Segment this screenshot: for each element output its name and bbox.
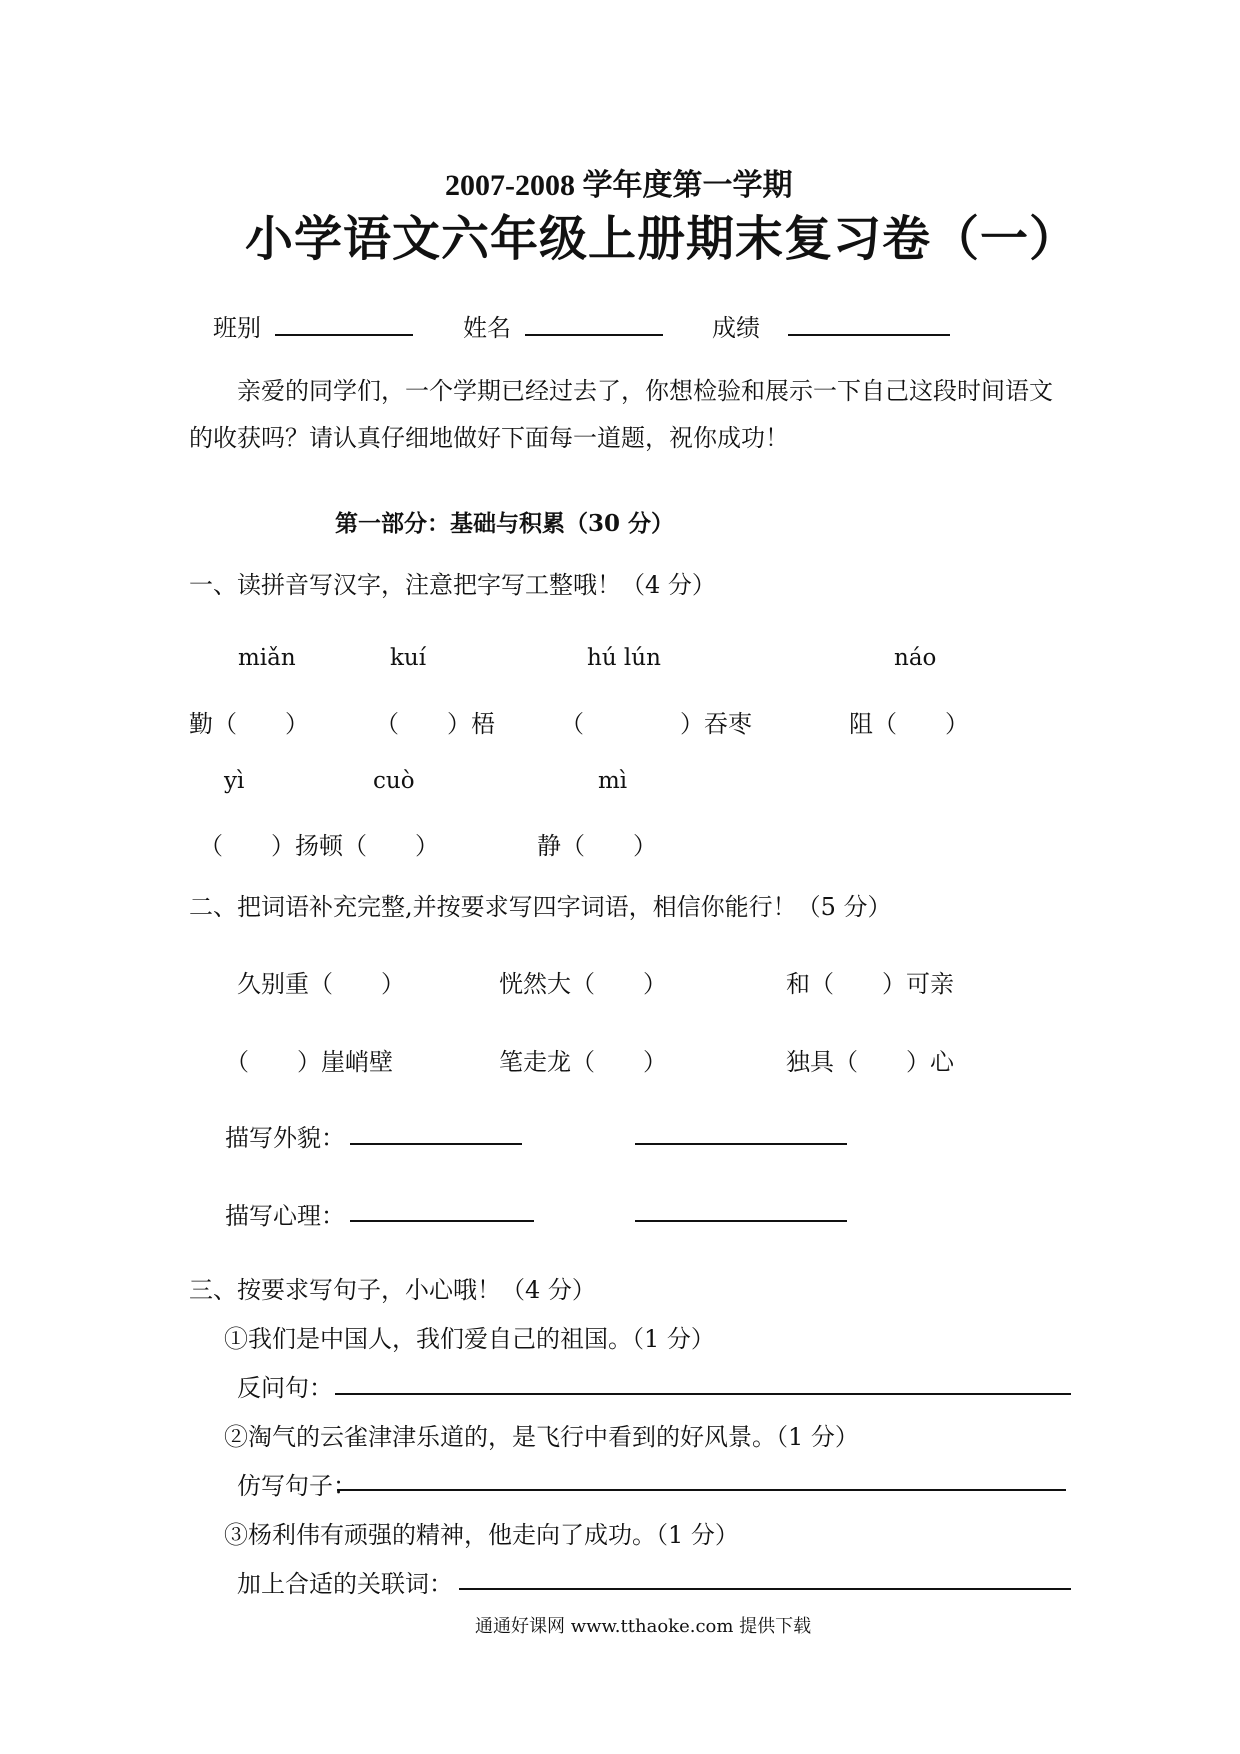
word-qin: 勤（ ） (189, 710, 309, 738)
intro-line-2: 的收获吗？请认真仔细地做好下面每一道题，祝你成功！ (189, 424, 789, 452)
pinyin-hulun: hú lún (587, 645, 661, 671)
class-field[interactable] (275, 334, 413, 336)
rhetorical-answer[interactable] (335, 1393, 1071, 1395)
mind-answer-2[interactable] (635, 1220, 847, 1222)
q1-title: 一、读拼音写汉字，注意把字写工整哦！（4 分） (189, 571, 716, 599)
imitate-answer[interactable] (337, 1489, 1066, 1491)
idiom-xuanyaqiaobi: （ ）崖峭壁 (225, 1048, 393, 1076)
sentence-1: ①我们是中国人，我们爱自己的祖国。（1 分） (224, 1325, 715, 1353)
mind-answer-1[interactable] (350, 1220, 534, 1222)
pinyin-nao: náo (894, 645, 937, 671)
pinyin-cuo: cuò (373, 768, 415, 794)
idiom-heaikeqin: 和（ ）可亲 (786, 970, 954, 998)
page-title: 小学语文六年级上册期末复习卷（一） (245, 211, 1079, 267)
sentence-3: ③杨利伟有顽强的精神，他走向了成功。（1 分） (224, 1521, 739, 1549)
imitate-label: 仿写句子： (237, 1472, 357, 1500)
idiom-dujujiangxin: 独具（ ）心 (786, 1048, 954, 1076)
pinyin-yi: yì (224, 768, 245, 794)
appearance-answer-2[interactable] (635, 1143, 847, 1145)
word-zu: 阻（ ） (849, 710, 969, 738)
score-label: 成绩 (712, 314, 760, 342)
pinyin-mian: miǎn (238, 645, 296, 671)
word-wu: （ ）梧 (375, 710, 495, 738)
rhetorical-label: 反问句： (237, 1374, 333, 1402)
appearance-answer-1[interactable] (350, 1143, 522, 1145)
idiom-huangrandawu: 恍然大（ ） (499, 970, 667, 998)
name-label: 姓名 (463, 314, 511, 342)
connective-label: 加上合适的关联词： (237, 1570, 453, 1598)
connective-answer[interactable] (459, 1588, 1071, 1590)
year-line: 2007-2008 学年度第一学期 (445, 169, 793, 202)
class-label: 班别 (213, 314, 261, 342)
idiom-jiubiechong: 久别重（ ） (237, 970, 405, 998)
part1-title: 第一部分：基础与积累（30 分） (335, 510, 675, 537)
word-tunzao: （ ）吞枣 (560, 710, 752, 738)
intro-line-1: 亲爱的同学们，一个学期已经过去了，你想检验和展示一下自己这段时间语文 (237, 377, 1053, 405)
footer-credit: 通通好课网 www.tthaoke.com 提供下载 (475, 1616, 812, 1637)
pinyin-kui: kuí (390, 645, 427, 671)
name-field[interactable] (525, 334, 663, 336)
idiom-bizoulongshe: 笔走龙（ ） (499, 1048, 667, 1076)
appearance-label: 描写外貌： (225, 1124, 345, 1152)
q3-title: 三、按要求写句子，小心哦！（4 分） (189, 1276, 596, 1304)
score-field[interactable] (788, 334, 950, 336)
pinyin-mi: mì (598, 768, 628, 794)
q2-title: 二、把词语补充完整,并按要求写四字词语，相信你能行！（5 分） (189, 893, 892, 921)
word-yangdun: （ ）扬顿（ ） (199, 832, 439, 860)
mind-label: 描写心理： (225, 1202, 345, 1230)
word-jing: 静（ ） (537, 832, 657, 860)
sentence-2: ②淘气的云雀津津乐道的，是飞行中看到的好风景。（1 分） (224, 1423, 859, 1451)
